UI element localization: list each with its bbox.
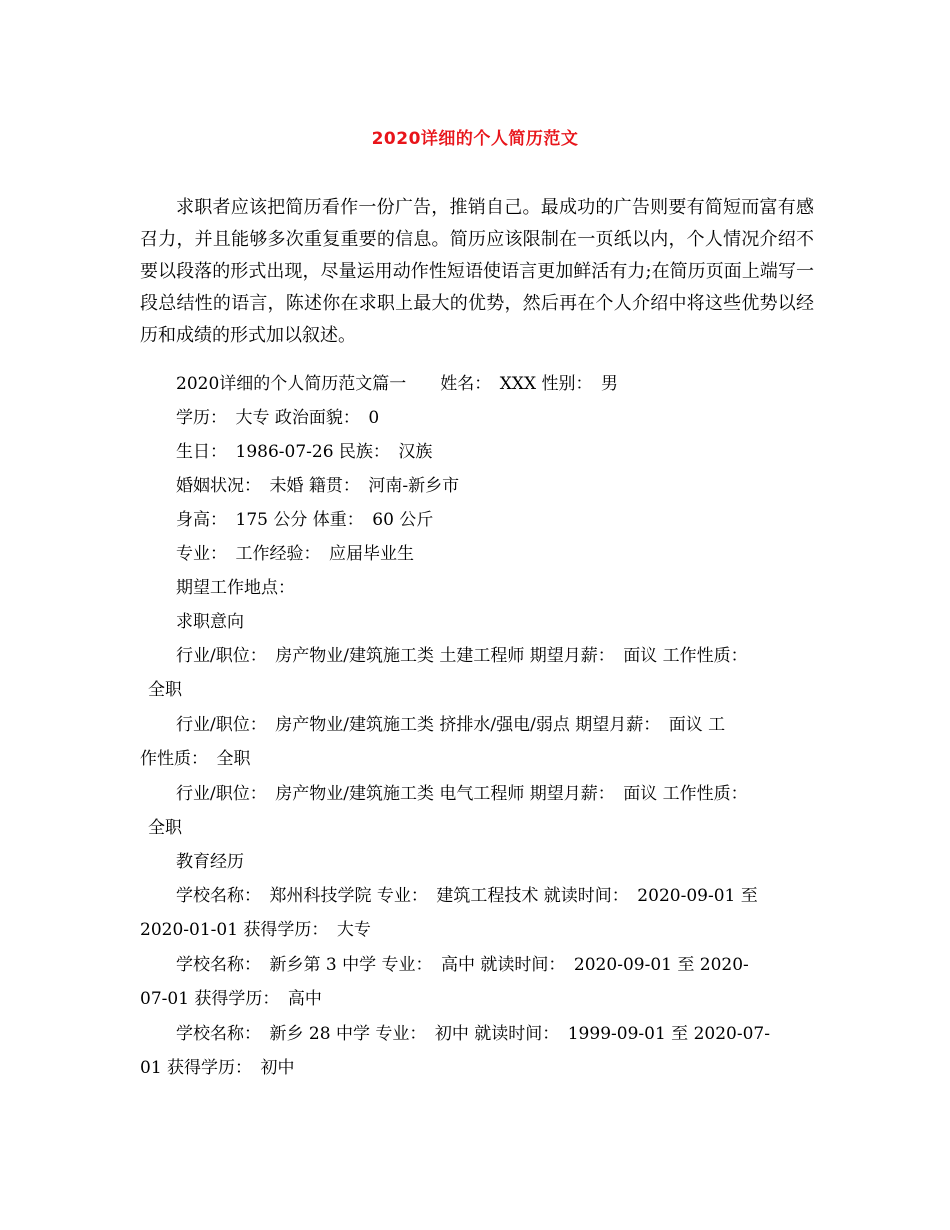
education-heading: 教育经历 <box>176 852 244 872</box>
job-intention-heading: 求职意向 <box>176 612 244 632</box>
height-weight-line: 身高： 175 公分 体重： 60 公斤 <box>176 510 434 530</box>
job-intention-item: 行业/职位： 房产物业/建筑施工类 土建工程师 期望月薪： 面议 工作性质： <box>176 646 748 666</box>
major-experience-line: 专业： 工作经验： 应届毕业生 <box>176 544 414 564</box>
education-item: 学校名称： 新乡 28 中学 专业： 初中 就读时间： 1999-09-01 至 2020-07- <box>176 1024 770 1044</box>
education-politics-line: 学历： 大专 政治面貌： 0 <box>176 408 380 428</box>
education-item: 学校名称： 新乡第 3 中学 专业： 高中 就读时间： 2020-09-01 至 2020- <box>176 955 749 975</box>
document-title: 2020详细的个人简历范文 <box>371 129 579 149</box>
resume-header-line: 2020详细的个人简历范文篇一 姓名： XXX 性别： 男 <box>176 374 618 394</box>
job-intention-item-continued: 全职 <box>148 818 182 838</box>
job-intention-item: 行业/职位： 房产物业/建筑施工类 挤排水/强电/弱点 期望月薪： 面议 工 <box>176 715 726 735</box>
marital-hometown-line: 婚姻状况： 未婚 籍贯： 河南-新乡市 <box>176 476 460 496</box>
expected-location-line: 期望工作地点： <box>176 578 295 598</box>
education-item-continued: 01 获得学历： 初中 <box>140 1058 295 1078</box>
job-intention-item-continued: 作性质： 全职 <box>140 749 251 769</box>
education-item-continued: 2020-01-01 获得学历： 大专 <box>140 920 371 940</box>
education-item: 学校名称： 郑州科技学院 专业： 建筑工程技术 就读时间： 2020-09-01 至 <box>176 886 758 906</box>
job-intention-item: 行业/职位： 房产物业/建筑施工类 电气工程师 期望月薪： 面议 工作性质： <box>176 784 748 804</box>
job-intention-item-continued: 全职 <box>148 680 182 700</box>
intro-paragraph: 求职者应该把简历看作一份广告，推销自己。最成功的广告则要有简短而富有感召力，并且能够多次重复重要的信息。简历应该限制在一页纸以内，个人情况介绍不要以段落的形式出现，尽量运用动作性短语使语言更加鲜活有力;在简历页面上端写一段总结性的语言，陈述你在求职上最大的优势，然后再在个人介绍中将这些优势以经历和成绩的形式加以叙述。 <box>140 197 814 346</box>
education-item-continued: 07-01 获得学历： 高中 <box>140 989 322 1009</box>
birth-ethnicity-line: 生日： 1986-07-26 民族： 汉族 <box>176 442 433 462</box>
